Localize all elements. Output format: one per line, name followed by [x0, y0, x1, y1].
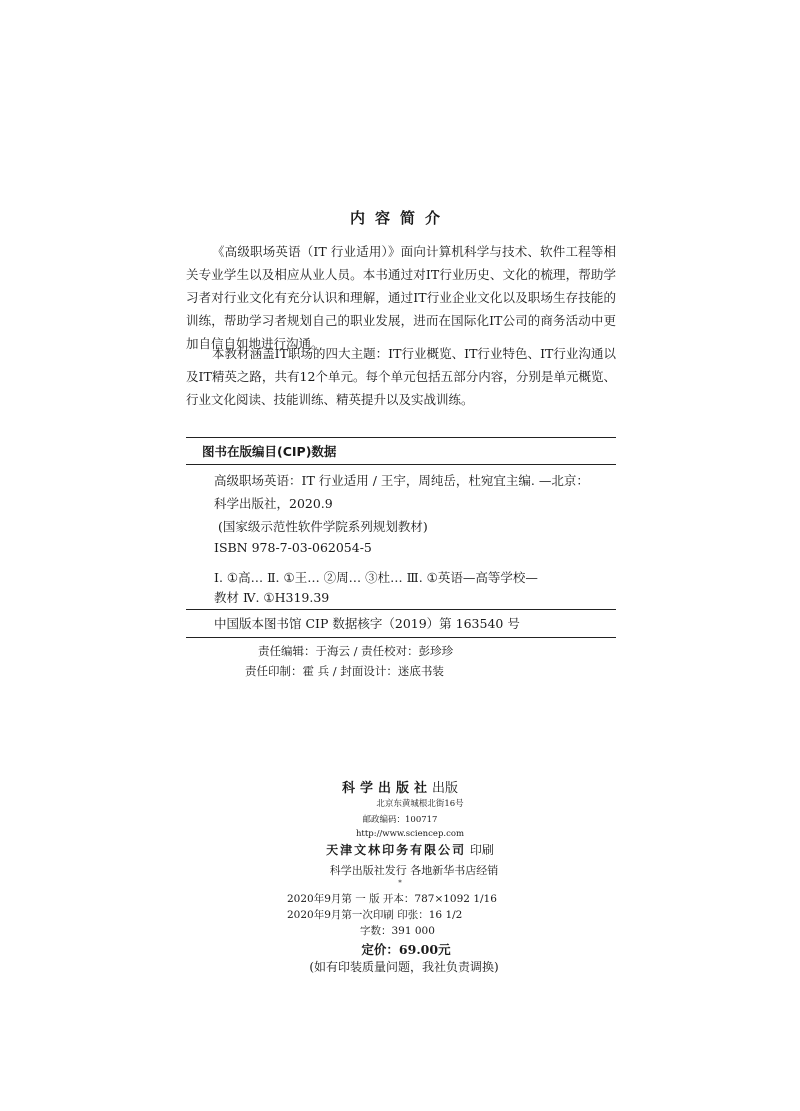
print-info-line-1: 2020年9月第 一 版 开本：787×1092 1/16	[287, 893, 497, 905]
separator-star: *	[398, 879, 402, 887]
editor-line-2: 责任印制：霍 兵 / 封面设计：迷底书装	[245, 664, 444, 678]
cip-record-number-line: 中国版本图书馆 CIP 数据核字（2019）第 163540 号	[214, 616, 520, 631]
publisher-logo-text: 科学出版社	[341, 781, 432, 796]
abstract-title: 内容简介	[349, 209, 450, 227]
cip-top-rule	[186, 437, 616, 438]
cip-publisher-line: 科学出版社，2020.9	[214, 496, 333, 511]
cip-bottom-rule	[186, 637, 616, 638]
printer-name: 天津文林印务有限公司	[326, 843, 467, 857]
printer-suffix: 印刷	[469, 843, 494, 857]
cip-series-line: (国家级示范性软件学院系列规划教材)	[218, 519, 428, 534]
publisher-address: 北京东黄城根北街16号	[376, 799, 464, 809]
abstract-paragraph-2: 本教材涵盖IT职场的四大主题：IT行业概览、IT行业特色、IT行业沟通以及IT精英之路，共有12个单元。每个单元包括五部分内容，分别是单元概览、行业文化阅读、技能训练、精英提升以及实战训练。	[186, 346, 616, 407]
publisher-name	[0, 777, 800, 796]
distribution-line: 科学出版社发行 各地新华书店经销	[329, 864, 499, 877]
editor-line-1: 责任编辑：于海云 / 责任校对：彭珍珍	[258, 644, 454, 658]
cip-classification-line-1: Ⅰ. ①高… Ⅱ. ①王… ②周… ③杜… Ⅲ. ①英语—高等学校—	[214, 570, 538, 585]
price: 定价：69.00元	[361, 942, 451, 957]
printer-line	[10, 841, 800, 858]
publisher-url: http://www.sciencep.com	[355, 829, 465, 839]
word-count: 字数：391 000	[360, 925, 435, 937]
publisher-postcode: 邮政编码：100717	[362, 815, 438, 825]
quality-note: (如有印装质量问题，我社负责调换)	[309, 960, 499, 974]
cip-classification-line-2: 教材 Ⅳ. ①H319.39	[214, 590, 330, 605]
cip-inner-rule	[186, 609, 616, 610]
abstract-paragraph-1: 《高级职场英语（IT 行业适用）》面向计算机科学与技术、软件工程等相关专业学生以及相应从业人员。本书通过对IT行业历史、文化的梳理，帮助学习者对行业文化有充分认识和理解，通过IT行业企业文化以及职场生存技能的训练，帮助学习者规划自己的职业发展，进而在国际化IT公司的商务活动中更加自信自如地进行沟通。	[186, 244, 616, 351]
publisher-suffix: 出版	[432, 781, 459, 796]
print-info-line-2: 2020年9月第一次印刷 印张：16 1/2	[287, 909, 463, 921]
cip-title-line: 高级职场英语：IT 行业适用 / 王宇，周纯岳，杜宛宜主编. —北京：	[214, 473, 589, 488]
cip-isbn-line: ISBN 978-7-03-062054-5	[214, 540, 372, 555]
cip-heading-rule	[186, 464, 616, 465]
cip-heading: 图书在版编目(CIP)数据	[202, 444, 337, 459]
